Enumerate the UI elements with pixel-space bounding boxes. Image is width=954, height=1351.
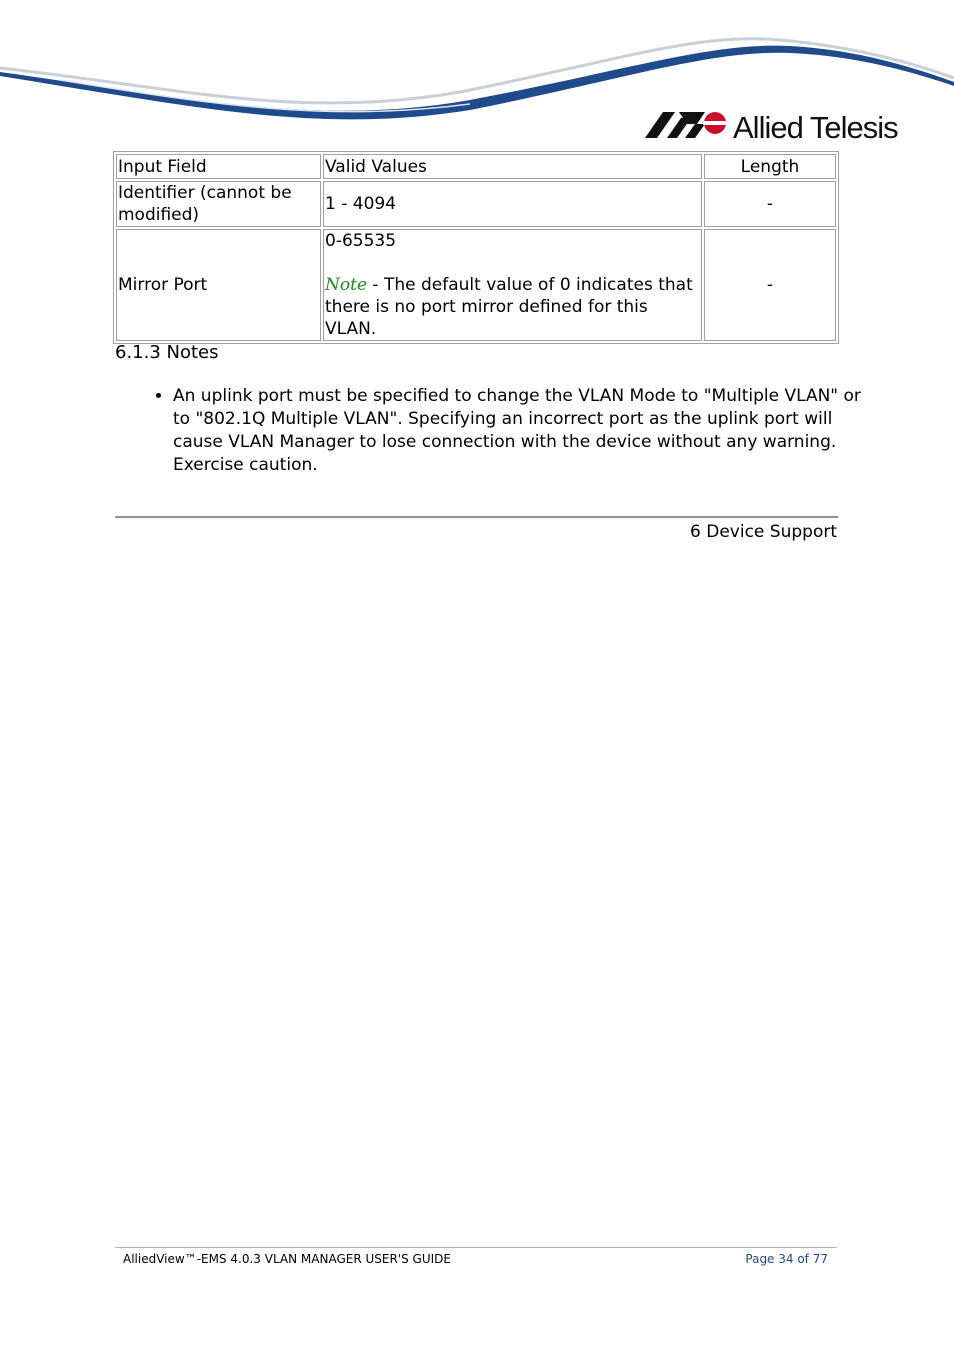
note-label: Note xyxy=(325,275,368,295)
allied-telesis-emblem-icon xyxy=(645,108,729,140)
field-values: 0-65535 xyxy=(325,231,397,251)
field-length: - xyxy=(704,229,836,341)
section-heading: 6.1.3 Notes xyxy=(115,342,219,363)
field-values: 1 - 4094 xyxy=(323,181,702,227)
field-length: - xyxy=(704,181,836,227)
chapter-label: 6 Device Support xyxy=(690,522,837,542)
header-length: Length xyxy=(704,154,836,179)
footer-page-number: Page 34 of 77 xyxy=(745,1252,828,1266)
field-name: Identifier (cannot be modified) xyxy=(116,181,321,227)
brand-name: Allied Telesis xyxy=(733,110,898,145)
footer-divider xyxy=(115,1247,837,1248)
field-name: Mirror Port xyxy=(116,229,321,341)
section-divider xyxy=(115,516,838,518)
list-item: • An uplink port must be specified to change the VLAN Mode to "Multiple VLAN" or to "802.1Q Multiple VLAN". Specifying an incorrect port as the uplink port will cause VLAN Manager to lose connection with the device without any warning. Exercise caution. xyxy=(173,385,878,477)
field-values-cell xyxy=(323,229,702,341)
field-note xyxy=(325,274,700,340)
table-row xyxy=(116,181,836,227)
note-text: - The default value of 0 indicates that there is no port mirror defined for this VLAN. xyxy=(325,275,693,339)
header-valid-values: Valid Values xyxy=(323,154,702,179)
footer-guide-title: AlliedView™-EMS 4.0.3 VLAN MANAGER USER'S GUIDE xyxy=(123,1252,451,1266)
allied-telesis-logo xyxy=(645,108,900,148)
table-header-row xyxy=(116,154,836,179)
table-row xyxy=(116,229,836,341)
header-input-field: Input Field xyxy=(116,154,321,179)
notes-list xyxy=(115,385,878,477)
input-fields-table xyxy=(113,151,839,344)
